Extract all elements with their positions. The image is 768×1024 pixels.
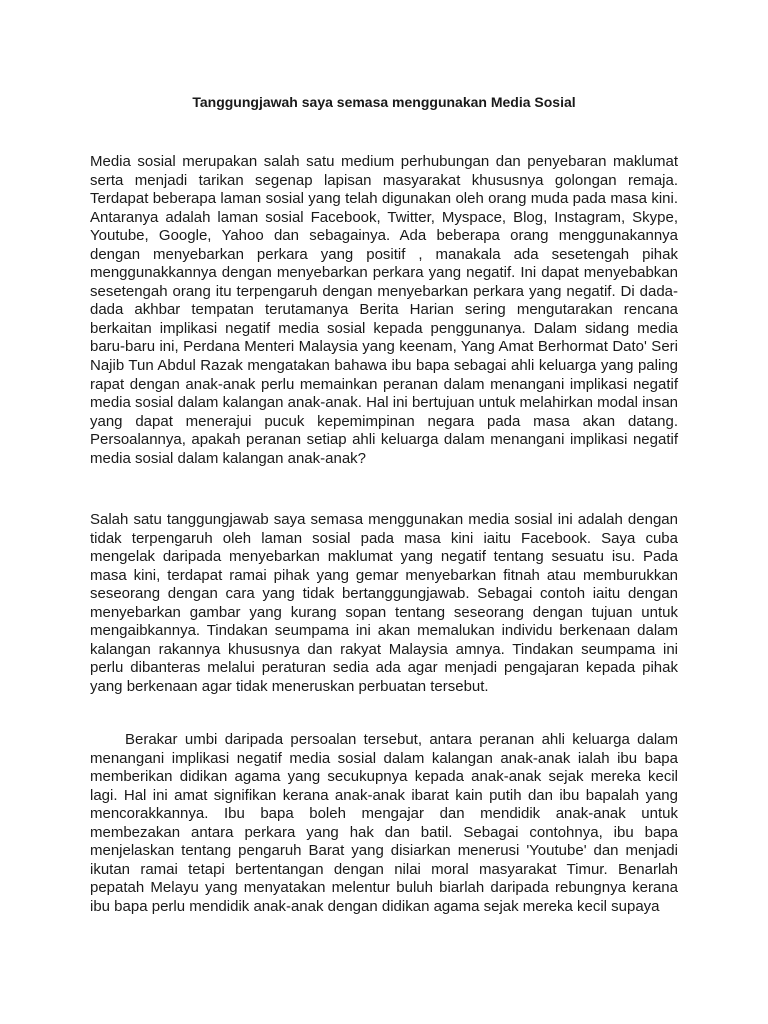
document-title: Tanggungjawah saya semasa menggunakan Media Sosial — [192, 94, 576, 110]
paragraph-introduction: Media sosial merupakan salah satu medium perhubungan dan penyebaran maklumat serta menjadi tarikan segenap lapisan masyarakat khususnya golongan remaja. Terdapat beberapa laman sosial yang telah digunakan oleh orang muda pada masa kini. Antaranya adalah laman sosial Facebook, Twitter, Myspace, Blog, Instagram, Skype, Youtube, Google, Yahoo dan sebagainya. Ada beberapa orang menggunakannya dengan menyebarkan perkara yang positif , manakala ada sesetengah pihak menggunakkannya dengan menyebarkan perkara yang negatif. Ini dapat menyebabkan sesetengah orang itu terpengaruh dengan menyebarkan perkara yang negatif. Di dada-dada akhbar tempatan terutamanya Berita Harian sering mengutarakan rencana berkaitan implikasi negatif media sosial kepada penggunanya. Dalam sidang media baru-baru ini, Perdana Menteri Malaysia yang keenam, Yang Amat Berhormat Dato' Seri Najib Tun Abdul Razak mengatakan bahawa ibu bapa sebagai ahli keluarga yang paling rapat dengan anak-anak perlu memainkan peranan dalam menangani implikasi negatif media sosial dalam kalangan anak-anak. Hal ini bertujuan untuk melahirkan modal insan yang dapat menerajui pucuk kepemimpinan negara pada masa akan datang. Persoalannya, apakah peranan setiap ahli keluarga dalam menangani implikasi negatif media sosial dalam kalangan anak-anak? — [90, 153, 678, 467]
paragraph-responsibility: Salah satu tanggungjawab saya semasa menggunakan media sosial ini adalah dengan tidak terpengaruh oleh laman sosial pada masa kini iaitu Facebook. Saya cuba mengelak daripada menyebarkan maklumat yang negatif tentang sesuatu isu. Pada masa kini, terdapat ramai pihak yang gemar menyebarkan fitnah atau memburukkan seseorang dengan cara yang tidak bertanggungjawab. Sebagai contoh iaitu dengan menyebarkan gambar yang kurang sopan tentang seseorang dengan tujuan untuk mengaibkannya. Tindakan seumpama ini akan memalukan individu berkenaan dalam kalangan rakannya khususnya dan rakyat Malaysia amnya. Tindakan seumpama ini perlu dibanteras melalui peraturan sedia ada agar menjadi pengajaran kepada pihak yang berkenaan agar tidak meneruskan perbuatan tersebut. — [90, 511, 678, 695]
paragraph-family-role: Berakar umbi daripada persoalan tersebut, antara peranan ahli keluarga dalam menangani implikasi negatif media sosial dalam kalangan anak-anak ialah ibu bapa memberikan didikan agama yang secukupnya kepada anak-anak sejak mereka kecil lagi. Hal ini amat signifikan kerana anak-anak ibarat kain putih dan ibu bapalah yang mencorakkannya. Ibu bapa boleh mengajar dan mendidik anak-anak untuk membezakan antara perkara yang hak dan batil. Sebagai contohnya, ibu bapa menjelaskan tentang pengaruh Barat yang disiarkan menerusi 'Youtube' dan menjadi ikutan ramai tetapi bertentangan dengan nilai moral masyarakat Timur. Benarlah pepatah Melayu yang menyatakan melentur buluh biarlah daripada rebungnya kerana ibu bapa perlu mendidik anak-anak dengan didikan agama sejak mereka kecil supaya — [90, 731, 678, 915]
